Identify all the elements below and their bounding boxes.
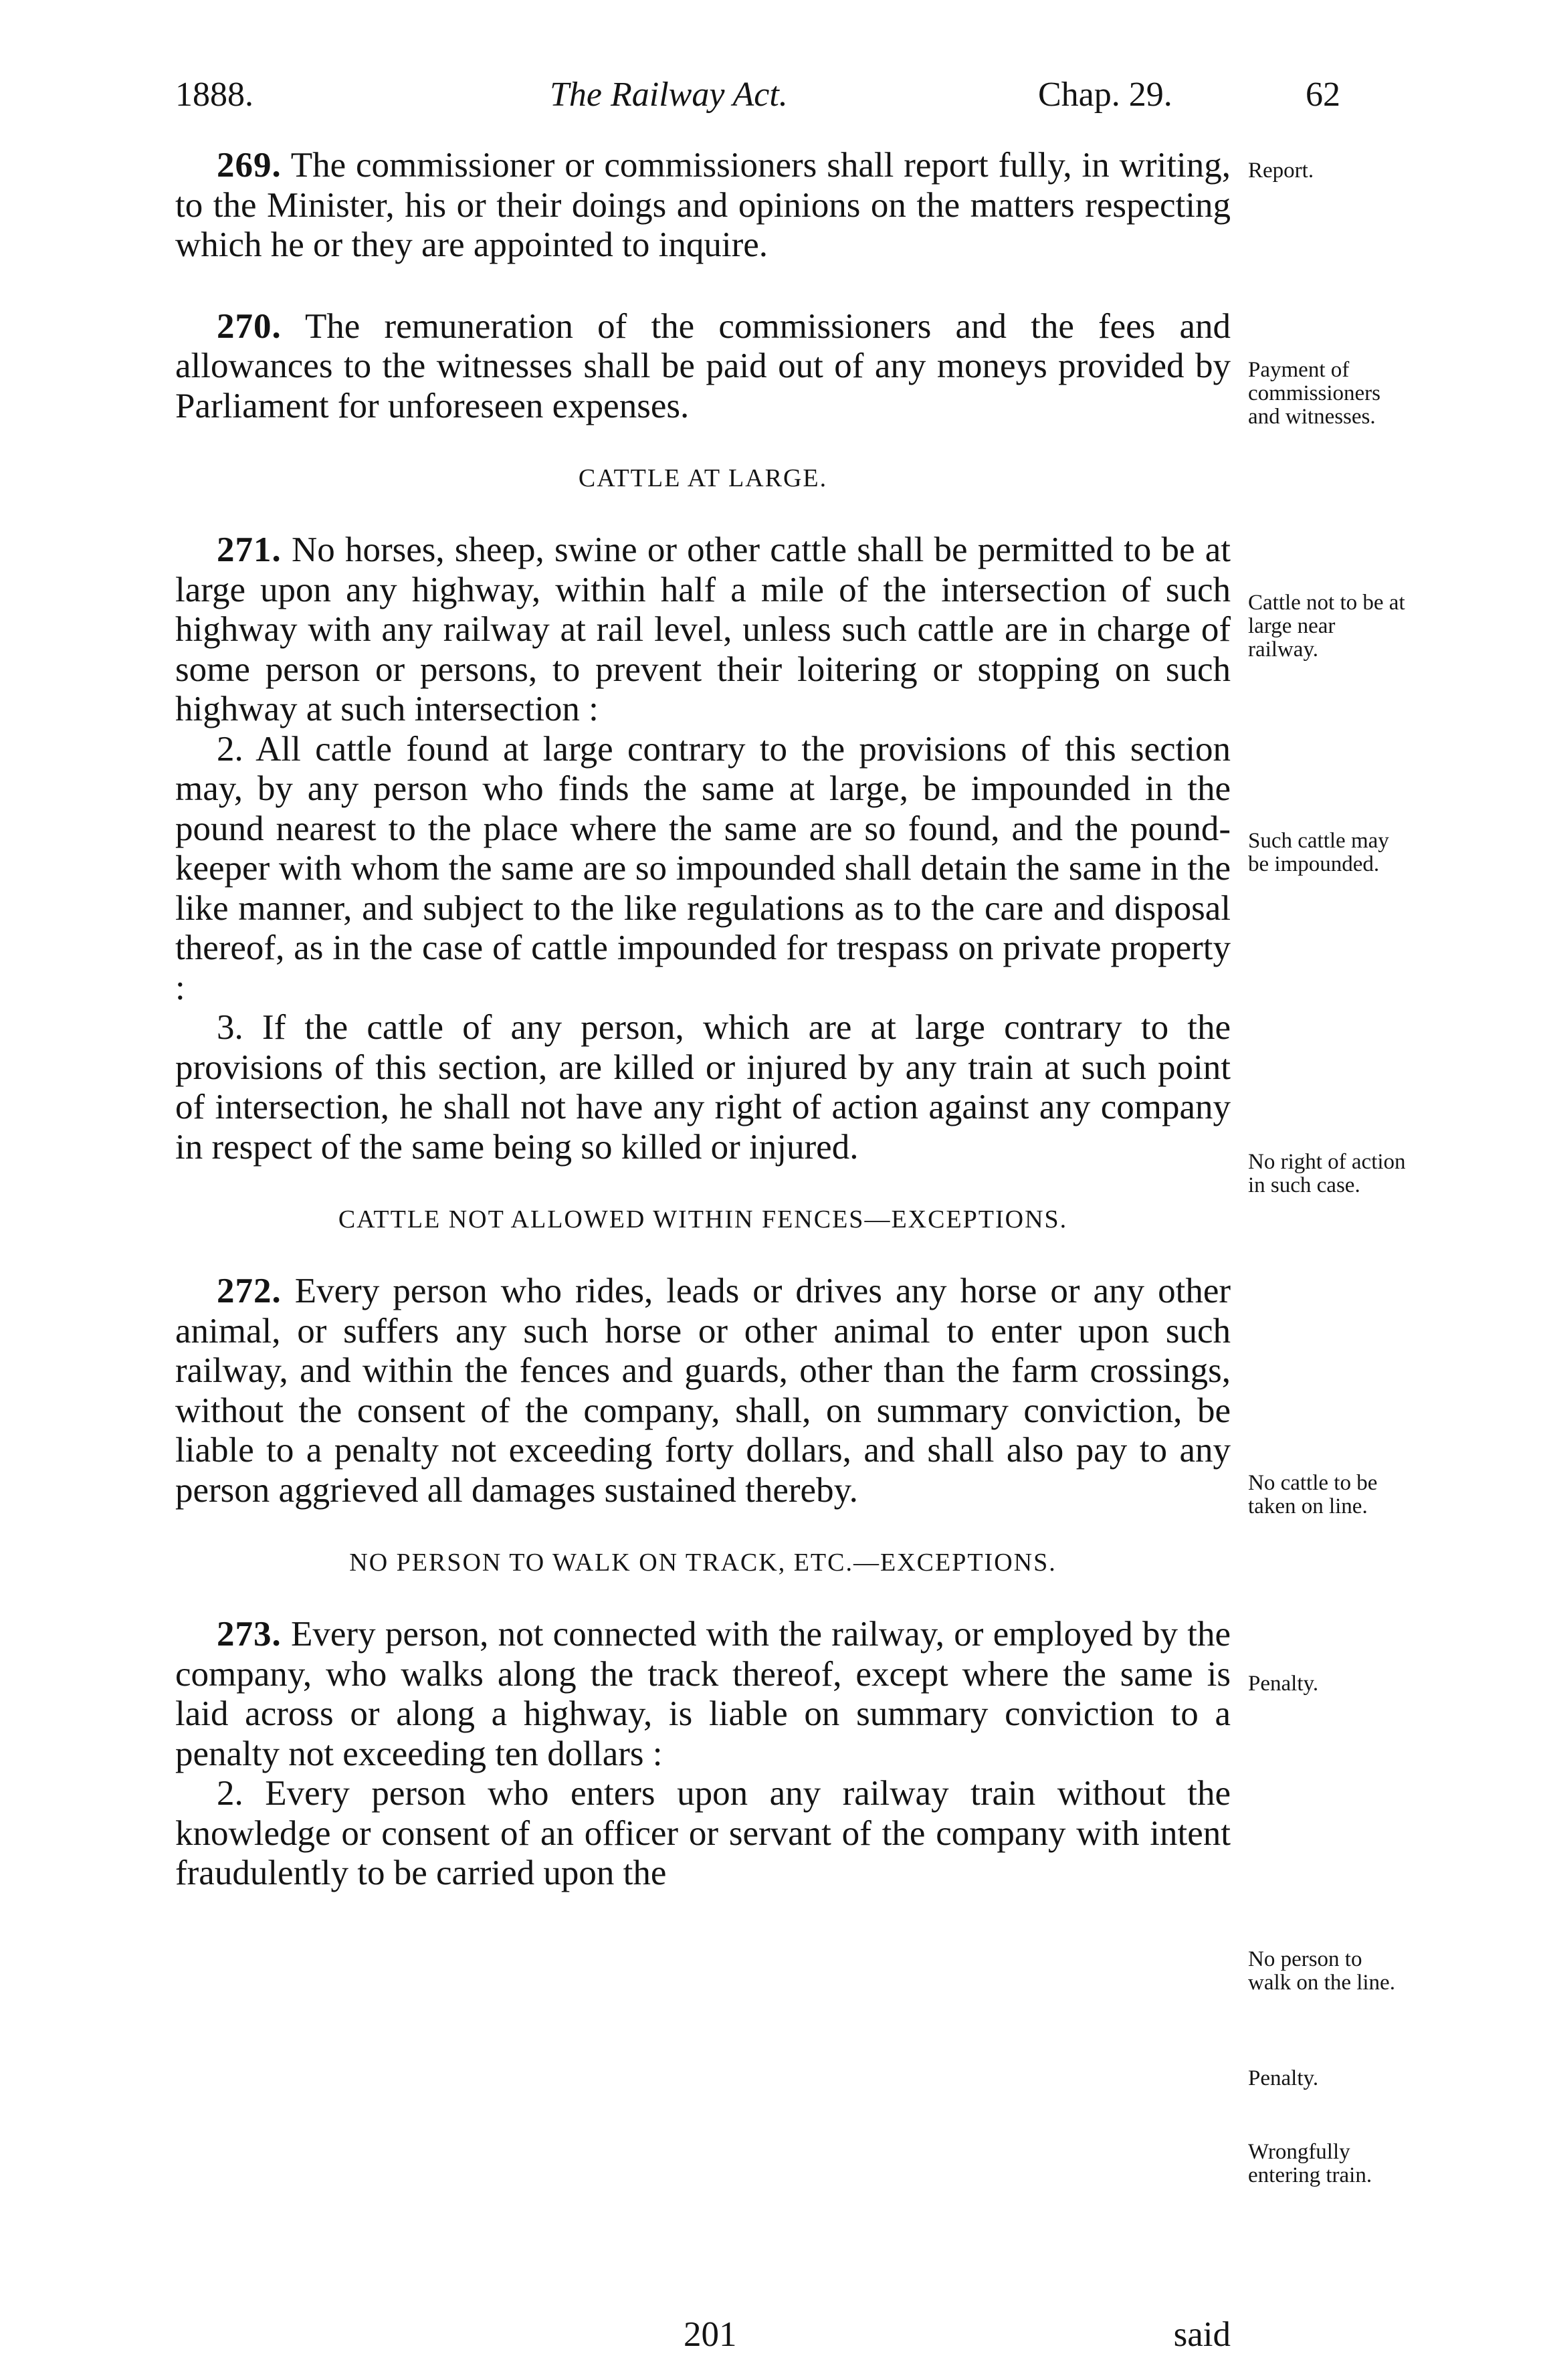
section-271-sub-3: 3. If the cattle of any person, which are at large contrary to the provisions of this section, are killed or injured by any train at such point of intersection, he shall not have any right of action against any company in respect of the same being so killed or injured. bbox=[175, 1008, 1231, 1167]
section-text: Every person, not connected with the railway, or employed by the company, who walks along the track thereof, except where the same is laid across or along a highway, is liable on summary conviction to a penalty not exceeding ten dollars : bbox=[175, 1615, 1231, 1773]
section-273 bbox=[175, 1615, 1231, 1774]
heading-no-person-walk: NO PERSON TO WALK ON TRACK, ETC.—EXCEPTIONS. bbox=[349, 1549, 1057, 1577]
header-title: The Railway Act. bbox=[550, 76, 788, 114]
section-269 bbox=[175, 146, 1231, 266]
heading-cattle-not-allowed: CATTLE NOT ALLOWED WITHIN FENCES—EXCEPTIONS. bbox=[338, 1205, 1068, 1233]
heading-cattle-at-large: CATTLE AT LARGE. bbox=[578, 464, 828, 492]
margin-note-penalty-273: Penalty. bbox=[1248, 2066, 1319, 2090]
folio-number: 201 bbox=[684, 2315, 737, 2354]
margin-note-penalty-272: Penalty. bbox=[1248, 1672, 1319, 1696]
margin-note-no-right: No right of action in such case. bbox=[1248, 1150, 1406, 1197]
section-273-sub-2: 2. Every person who enters upon any railway train without the knowledge or consent of an officer or servant of the company with intent fraudulently to be carried upon the bbox=[175, 1774, 1231, 1892]
margin-note-impounded: Such cattle may be impounded. bbox=[1248, 829, 1389, 876]
header-year: 1888. bbox=[175, 76, 253, 114]
margin-note-payment: Payment of commissioners and witnesses. bbox=[1248, 358, 1380, 429]
section-271 bbox=[175, 530, 1231, 730]
margin-note-report: Report. bbox=[1248, 159, 1314, 183]
header-chapter: Chap. 29. bbox=[1038, 76, 1172, 114]
margin-note-wrongfully: Wrongfully entering train. bbox=[1248, 2140, 1372, 2187]
section-number: 273. bbox=[217, 1615, 282, 1654]
section-text: The commissioner or commissioners shall report fully, in writing, to the Minister, his or their doings and opinions on the matters respecting which he or they are appointed to inquire. bbox=[175, 146, 1231, 264]
body-text bbox=[175, 146, 1231, 1894]
section-272 bbox=[175, 1272, 1231, 1510]
catchword: said bbox=[1173, 2315, 1231, 2354]
section-270 bbox=[175, 307, 1231, 427]
page-footer bbox=[175, 2314, 1231, 2361]
header-page-number: 62 bbox=[1306, 76, 1340, 114]
section-number: 271. bbox=[217, 530, 282, 569]
margin-note-cattle-large: Cattle not to be at large near railway. bbox=[1248, 591, 1405, 662]
running-header bbox=[175, 75, 1340, 128]
section-number: 272. bbox=[217, 1272, 282, 1310]
section-number: 270. bbox=[217, 306, 282, 346]
margin-note-no-cattle-line: No cattle to be taken on line. bbox=[1248, 1471, 1378, 1518]
section-271-sub-2: 2. All cattle found at large contrary to the provisions of this section may, by any person who finds the same at large, be impounded in the pound nearest to the place where the same are so found, and the pound-keeper with whom the same are so impounded shall detain the same in the like manner, and subject to the like regulations as to the care and disposal thereof, as in the case of cattle impounded for trespass on private property : bbox=[175, 729, 1231, 1007]
section-text: No horses, sheep, swine or other cattle shall be permitted to be at large upon any highway, within half a mile of the intersection of such highway with any railway at rail level, unless such cattle are in charge of some person or persons, to prevent their loitering or stopping on such highway at such intersection : bbox=[175, 530, 1231, 728]
section-number: 269. bbox=[217, 146, 282, 185]
section-text: Every person who rides, leads or drives any horse or any other animal, or suffers any such horse or other animal to enter upon such railway, and within the fences and guards, other than the farm crossings, without the consent of the company, shall, on summary conviction, be liable to a penalty not exceeding forty dollars, and shall also pay to any person aggrieved all damages sustained thereby. bbox=[175, 1272, 1231, 1510]
margin-note-no-walk: No person to walk on the line. bbox=[1248, 1947, 1395, 1995]
section-text: The remuneration of the commissioners and the fees and allowances to the witnesses shall be paid out of any moneys provided by Parliament for unforeseen expenses. bbox=[175, 306, 1231, 425]
